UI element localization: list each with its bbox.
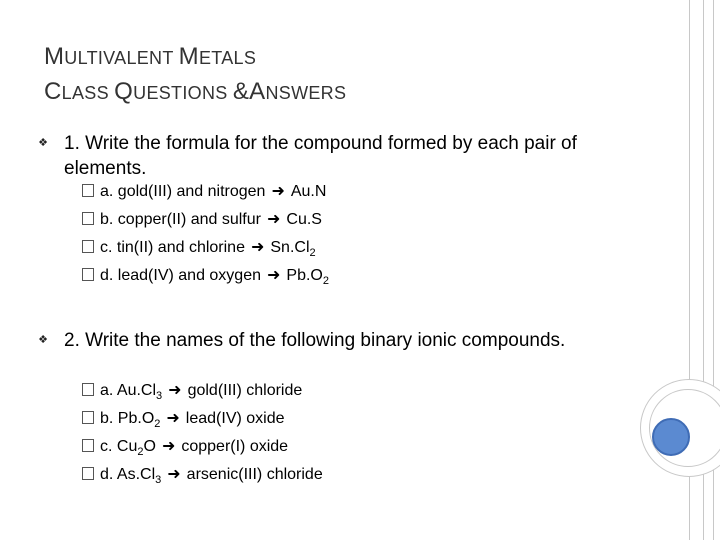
checkbox-icon [82, 411, 94, 424]
right-arrow-icon: ➜ [166, 410, 180, 427]
list-item: d. $As.Cl_3$ ➜ arsenic(III) chloride [82, 464, 323, 492]
right-arrow-icon: ➜ [271, 183, 285, 200]
list-item: c. $Cu_2O$ ➜ copper(I) oxide [82, 436, 323, 464]
list-item: a. $Au.Cl_3$ ➜ gold(III) chloride [82, 380, 323, 408]
slide-title [44, 40, 346, 110]
checkbox-icon [82, 268, 94, 281]
right-arrow-icon: ➜ [266, 211, 281, 228]
list-item: b. $Pb.O_2$ ➜ lead(IV) oxide [82, 408, 323, 436]
right-arrow-icon: ➜ [250, 239, 265, 256]
list-item: c. tin(II) and chlorine ➜ $Sn.Cl_2$ [82, 237, 329, 265]
diamond-bullet-icon: ❖ [38, 137, 48, 149]
title-line-1: MULTIVALENT METALS [44, 43, 257, 70]
list-item: b. copper(II) and sulfur ➜ Cu.S [82, 209, 329, 237]
checkbox-icon [82, 212, 94, 225]
checkbox-icon [82, 184, 94, 197]
question-1-answers [82, 181, 329, 293]
list-item: a. gold(III) and nitrogen ➜ Au.N [82, 181, 329, 209]
title-line-2: CLASS QUESTIONS &ANSWERS [44, 78, 347, 105]
checkbox-icon [82, 383, 94, 396]
right-arrow-icon: ➜ [168, 382, 182, 399]
checkbox-icon [82, 439, 94, 452]
checkbox-icon [82, 467, 94, 480]
checkbox-icon [82, 240, 94, 253]
question-2: 2. Write the names of the following binary ionic compounds. [64, 330, 566, 351]
right-arrow-icon: ➜ [161, 438, 176, 455]
right-arrow-icon: ➜ [167, 466, 181, 483]
diamond-bullet-icon: ❖ [38, 334, 48, 346]
question-2-answers [82, 380, 323, 492]
decorative-blue-dot [652, 418, 690, 456]
right-arrow-icon: ➜ [267, 267, 281, 284]
list-item: d. lead(IV) and oxygen ➜ $Pb.O_2$ [82, 265, 329, 293]
question-1: 1. Write the formula for the compound formed by each pair of elements. [64, 133, 577, 179]
